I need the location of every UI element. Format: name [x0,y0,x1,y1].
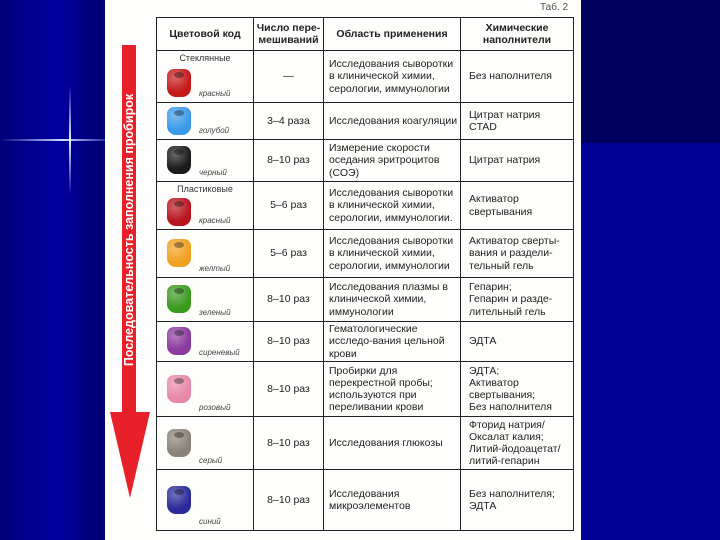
tube-group-label: Стеклянные [179,53,231,63]
sparkle-decoration [69,85,71,195]
tube-group-label: Пластиковые [177,184,233,194]
fillers-cell: Без наполнителя [461,51,574,103]
arrow-head [110,412,150,498]
tube-cap-icon [167,198,191,226]
color-code-cell [157,182,254,230]
fillers-cell: ЭДТА [461,322,574,362]
background-right-top [581,0,720,143]
tube-cap-icon [167,146,191,174]
application-cell: Исследования микроэлементов [324,470,461,531]
arrow-label: Последовательность заполнения пробирок [122,93,136,367]
color-code-cell [157,417,254,470]
table-row [157,362,574,417]
tube-cap-icon [167,239,191,267]
fillers-cell: Фторид натрия/ Оксалат калия; Литий-йодоацетат/ литий-гепарин [461,417,574,470]
header-fillers: Химические наполнители [461,18,574,51]
table-row [157,51,574,103]
fillers-cell: Цитрат натрия CTAD [461,103,574,140]
mix-count-cell: 5–6 раз [254,182,324,230]
application-cell: Измерение скорости оседания эритроцитов (СОЭ) [324,140,461,182]
application-cell: Гематологические исследо-вания цельной крови [324,322,461,362]
color-name: голубой [199,125,230,135]
tube-cap-icon [167,327,191,355]
table-row [157,417,574,470]
color-code-cell [157,322,254,362]
header-mix-count: Число пере-мешиваний [254,18,324,51]
tube-cap-icon [167,69,191,97]
mix-count-cell: 8–10 раз [254,470,324,531]
color-name: красный [199,88,231,98]
table-row [157,182,574,230]
fillers-cell: Цитрат натрия [461,140,574,182]
mix-count-cell: 5–6 раз [254,230,324,278]
color-code-cell [157,470,254,531]
table-row [157,278,574,322]
application-cell: Исследования сыворотки в клинической химии, серологии, иммунологии [324,230,461,278]
color-name: розовый [199,402,231,412]
application-cell: Исследования коагуляции [324,103,461,140]
table-row [157,470,574,531]
color-code-cell [157,278,254,322]
background-right-bottom [581,143,720,540]
color-name: зеленый [199,307,231,317]
table-row [157,322,574,362]
tube-cap-icon [167,375,191,403]
fillers-cell: Без наполнителя; ЭДТА [461,470,574,531]
tube-cap-icon [167,285,191,313]
table-row [157,103,574,140]
application-cell: Исследования сыворотки в клинической химии, серологии, иммунологии [324,51,461,103]
tube-cap-icon [167,486,191,514]
color-name: черный [199,167,227,177]
mix-count-cell: 8–10 раз [254,417,324,470]
fillers-cell: ЭДТА; Активатор свертывания; Без наполнителя [461,362,574,417]
background-left [0,0,105,540]
tube-cap-icon [167,429,191,457]
color-name: красный [199,215,231,225]
color-code-cell [157,230,254,278]
color-code-cell [157,362,254,417]
mix-count-cell: 8–10 раз [254,322,324,362]
table-row [157,140,574,182]
mix-count-cell: 8–10 раз [254,278,324,322]
mix-count-cell: 8–10 раз [254,140,324,182]
table-row [157,230,574,278]
color-name: желтый [199,263,231,273]
color-name: сиреневый [199,347,240,357]
header-application: Область применения [324,18,461,51]
fillers-cell: Активатор сверты-вания и раздели-тельный гель [461,230,574,278]
table-label: Таб. 2 [540,2,569,13]
application-cell: Пробирки для перекрестной пробы; используются при переливании крови [324,362,461,417]
tube-table [156,17,574,531]
mix-count-cell: — [254,51,324,103]
color-code-cell [157,103,254,140]
color-code-cell [157,140,254,182]
application-cell: Исследования глюкозы [324,417,461,470]
tube-cap-icon [167,107,191,135]
header-color-code: Цветовой код [157,18,254,51]
sparkle-decoration [0,139,105,141]
application-cell: Исследования плазмы в клинической химии, иммунологии [324,278,461,322]
fillers-cell: Гепарин; Гепарин и разде-лительный гель [461,278,574,322]
application-cell: Исследования сыворотки в клинической химии, серологии, иммунологии. [324,182,461,230]
mix-count-cell: 3–4 раза [254,103,324,140]
color-name: серый [199,455,223,465]
fillers-cell: Активатор свертывания [461,182,574,230]
mix-count-cell: 8–10 раз [254,362,324,417]
table-header [157,18,574,51]
color-code-cell [157,51,254,103]
color-name: синий [199,516,221,526]
